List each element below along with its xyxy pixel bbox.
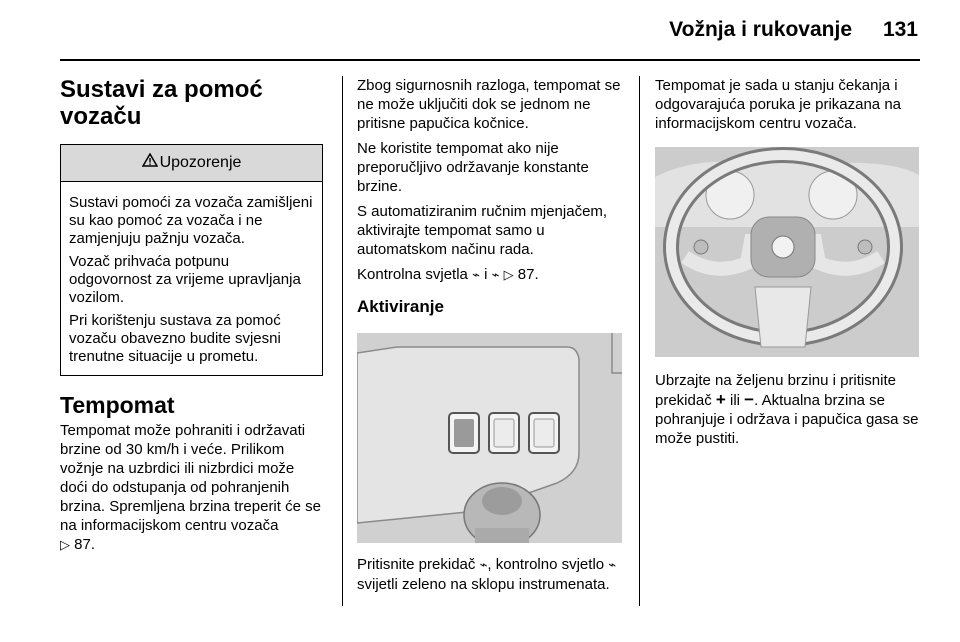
minus-icon: − [744, 390, 755, 409]
warning-body [61, 182, 322, 375]
speed-stored-text: . Aktualna brzina se pohranjuje i održava i papučica gasa se može pustiti. [655, 392, 919, 447]
section-title [60, 76, 325, 130]
and-text: i [484, 266, 488, 283]
column-divider-1 [342, 76, 343, 606]
col2-paragraph-5 [357, 555, 625, 594]
tempomat-paragraph [60, 421, 325, 555]
header-rule [60, 59, 920, 61]
tempomat-text: Tempomat može pohraniti i održavati brzine od 30 km/h i veće. Prilikom vožnje na uzbrdici ili nizbrdici može doći do odstupanja od pohranjenih brzina. Spremljena brzina treperit će se na informacijskom centru vozača [60, 422, 321, 534]
steering-wheel-drawing [655, 147, 919, 357]
switch-panel-drawing [357, 333, 622, 543]
col3-paragraph-1: Tempomat je sada u stanju čekanja i odgovarajuća poruka je prikazana na informacijskom centru vozača. [655, 77, 901, 132]
col3-paragraph-2 [655, 371, 923, 448]
press-switch-text: Pritisnite prekidač [357, 556, 476, 573]
column-2 [357, 76, 625, 600]
col2-paragraph-4 [357, 265, 625, 285]
cruise-control-icon: ⌁ [479, 558, 488, 573]
column-divider-2 [639, 76, 640, 606]
steering-wheel-illustration [655, 147, 919, 357]
col2-paragraph-2: Ne koristite tempomat ako nije preporučljivo održavanje konstante brzine. [357, 140, 589, 195]
column-3 [655, 76, 923, 454]
control-light-text: , kontrolno svjetlo [487, 556, 605, 573]
section-title-line-2: vozaču [60, 103, 142, 130]
lights-green-text: svijetli zeleno na sklopu instrumenata. [357, 576, 610, 593]
col2-paragraph-1: Zbog sigurnosnih razloga, tempomat se ne može uključiti dok se jednom ne pritisne papučica kočnice. [357, 77, 621, 132]
cruise-control-icon: ⌁ [472, 268, 480, 283]
tempomat-page-ref[interactable]: 87. [74, 536, 96, 553]
warning-box [60, 144, 323, 376]
or-text: ili [729, 392, 740, 409]
accelerate-text: Ubrzajte na željenu brzinu i pritisnite prekidač [655, 372, 896, 409]
page-ref-icon: ▷ [503, 268, 514, 283]
cruise-control-light-icon: ⌁ [491, 268, 500, 283]
aktiviranje-heading: Aktiviranje [357, 297, 444, 316]
warning-paragraph-2: Vozač prihvaća potpunu odgovornost za vrijeme upravljanja vozilom. [69, 253, 301, 306]
warning-header [61, 145, 322, 182]
cruise-control-light-icon: ⌁ [608, 558, 617, 573]
section-title-line-1: Sustavi za pomoć [60, 76, 263, 103]
plus-icon: + [715, 390, 726, 409]
page-number: 131 [882, 18, 918, 41]
control-lights-text: Kontrolna svjetla [357, 266, 468, 283]
control-lights-page-ref[interactable]: 87. [517, 266, 539, 283]
page-ref-icon: ▷ [60, 538, 70, 553]
tempomat-heading: Tempomat [60, 392, 175, 418]
col2-paragraph-3: S automatiziranim ručnim mjenjačem, aktivirajte tempomat samo u automatskom načinu rada. [357, 203, 608, 258]
warning-paragraph-1: Sustavi pomoći za vozača zamišljeni su kao pomoć za vozača i ne zamjenjuju pažnju vozača. [69, 194, 313, 247]
column-1 [60, 76, 325, 561]
warning-paragraph-3: Pri korištenju sustava za pomoć vozaču obavezno budite svjesni trenutne situacije u prometu. [69, 312, 281, 365]
warning-title: Upozorenje [159, 154, 242, 171]
warning-triangle-icon [142, 145, 158, 181]
running-header: Vožnja i rukovanje [669, 18, 852, 41]
switch-panel-illustration [357, 333, 622, 543]
